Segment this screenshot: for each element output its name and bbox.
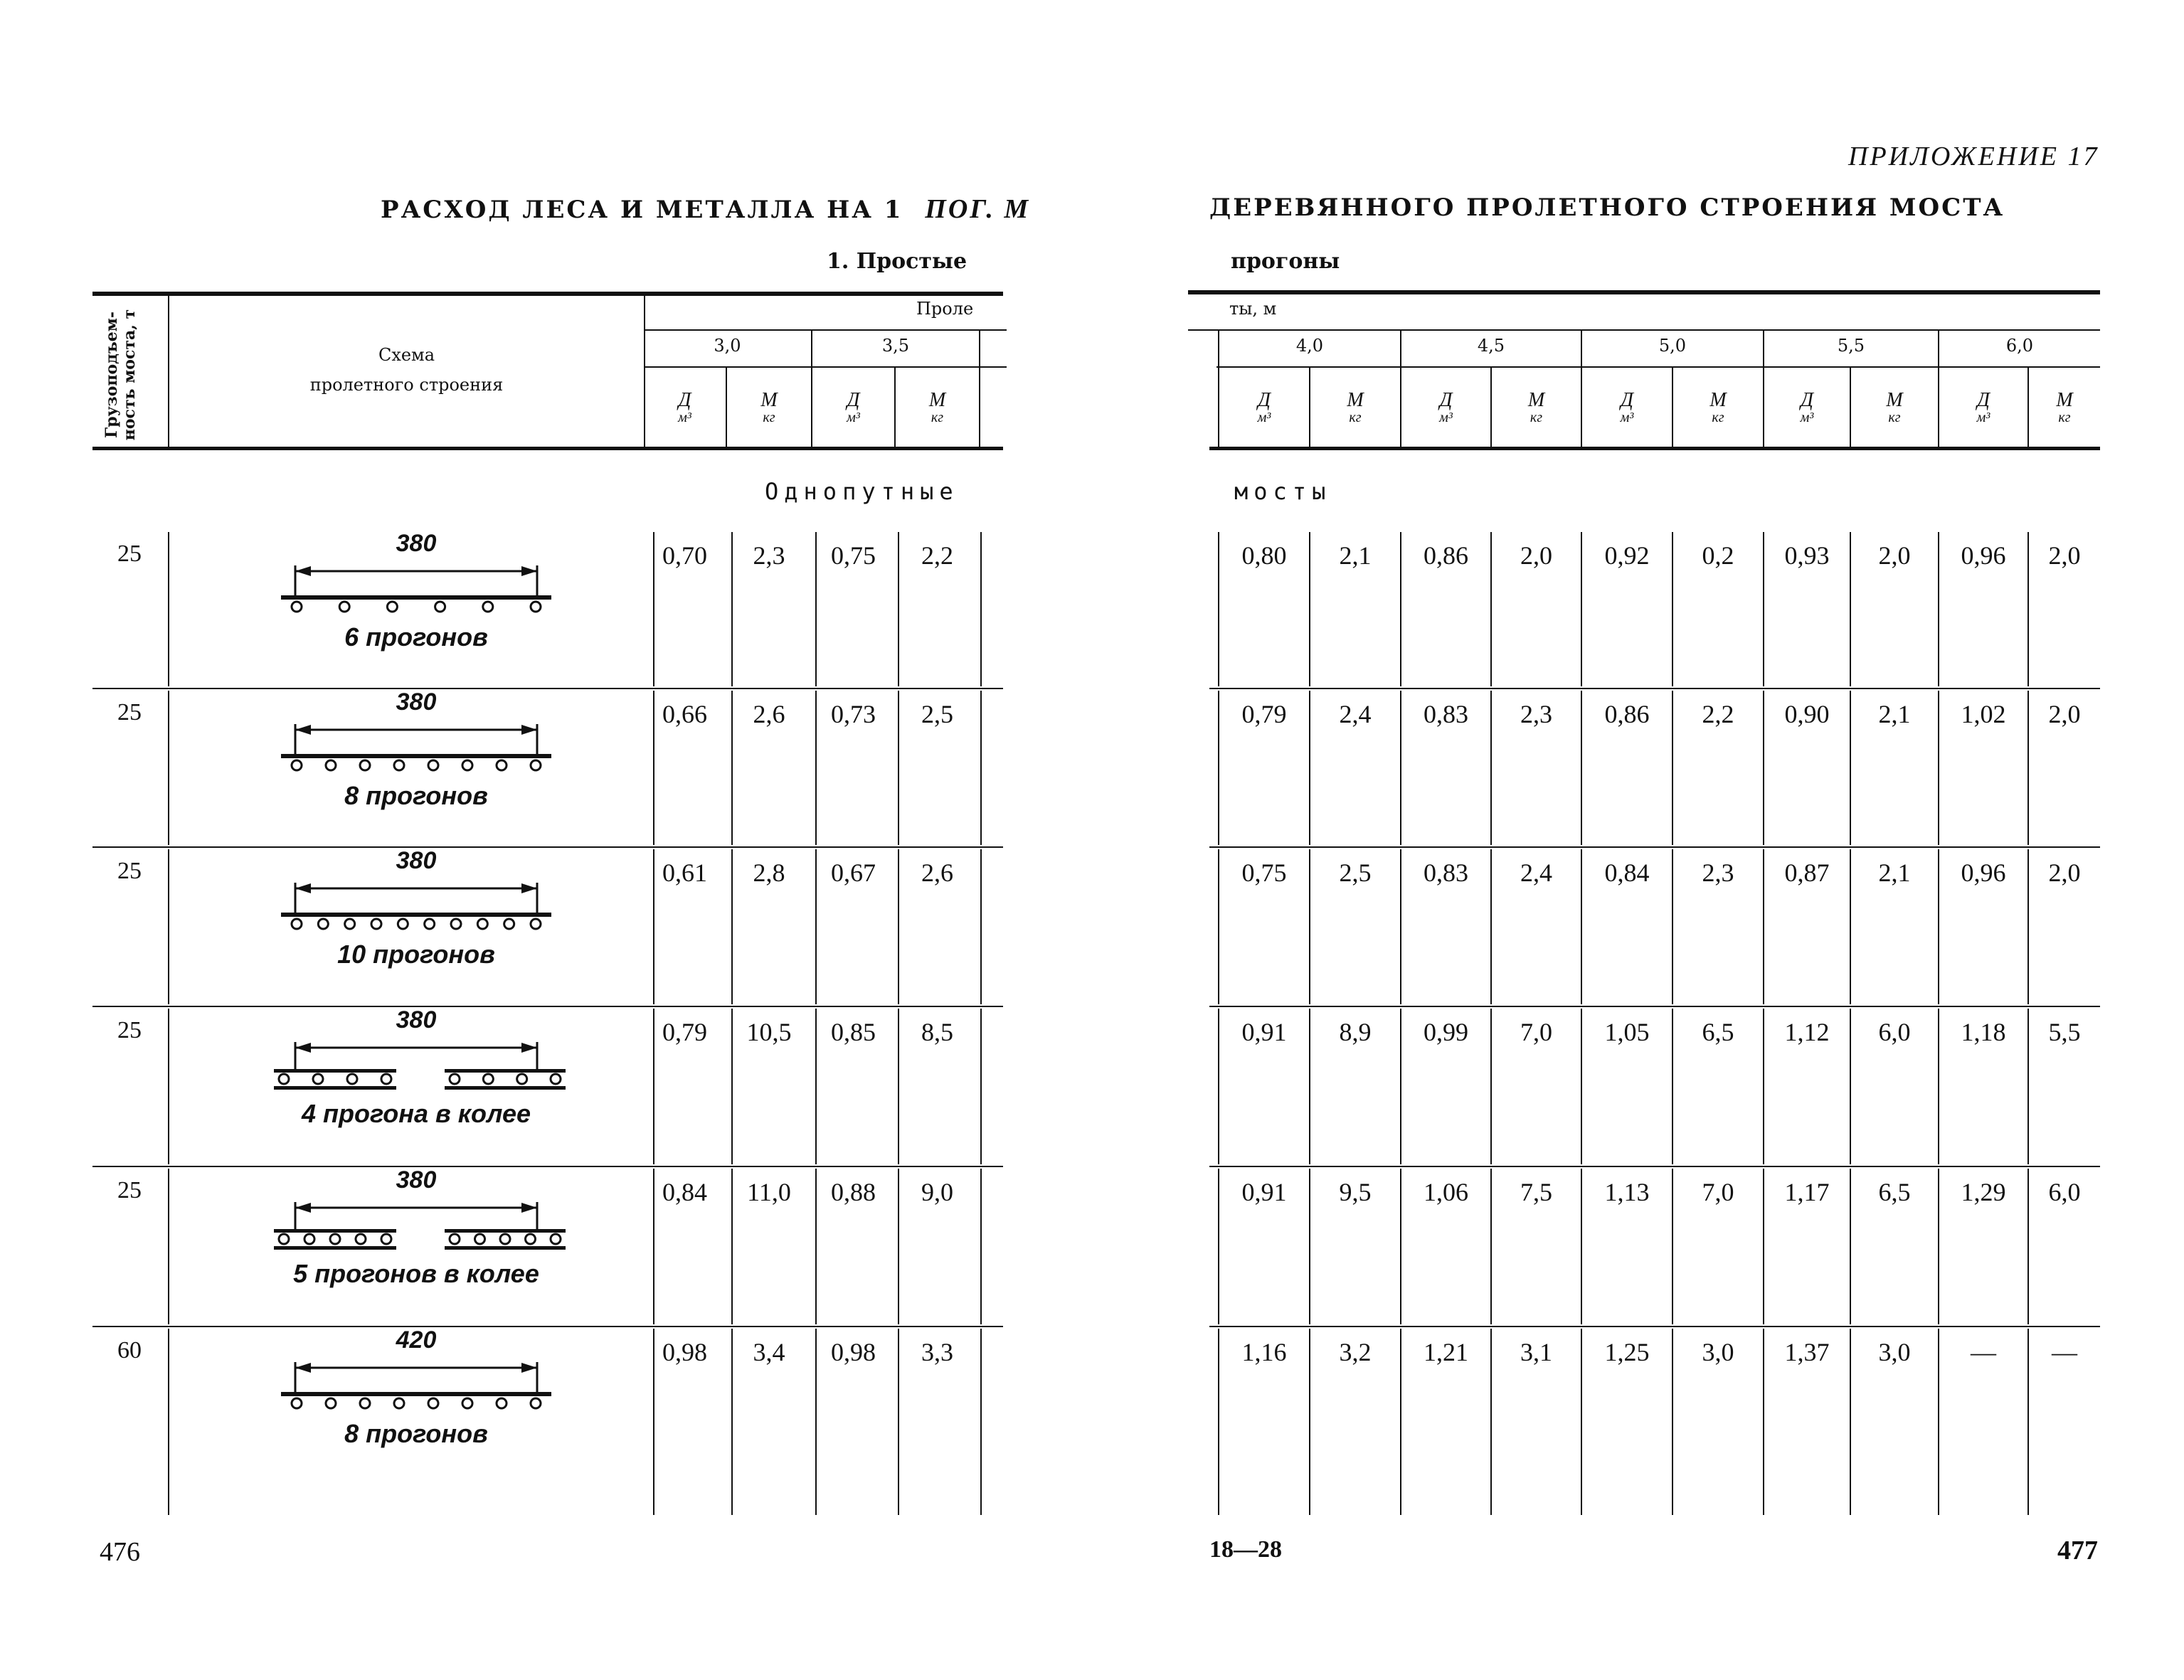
table-cell: 1,16: [1241, 1338, 1287, 1366]
unit-m-7: М кг: [2056, 389, 2073, 426]
table-cell: 0,88: [831, 1178, 876, 1206]
arrow-left: [295, 883, 311, 893]
table-cell: 2,6: [753, 700, 785, 728]
scheme-caption: 4 прогона в колее: [301, 1099, 531, 1128]
unit-m-4: М кг: [1527, 389, 1545, 426]
stringer-icon: [347, 1074, 357, 1084]
page-number-right: 477: [2057, 1536, 2098, 1565]
table-cell: 1,02: [1961, 700, 2006, 728]
grid-vline: [980, 1329, 982, 1515]
table-cell: —: [2052, 1338, 2077, 1366]
rail-beam-bottom: [274, 1086, 396, 1090]
arrow-right: [521, 566, 537, 576]
stringer-icon: [394, 1398, 404, 1408]
unit-d-6: Д м³: [1800, 389, 1814, 426]
table-cell: 0,98: [662, 1338, 707, 1366]
stringer-icon: [428, 760, 438, 770]
scheme-drawing: [231, 847, 601, 940]
table-cell: 0,92: [1604, 541, 1650, 570]
scheme-span-label: 380: [396, 847, 437, 874]
col-scheme-line1: Схема: [378, 345, 435, 365]
table-cell: 0,84: [662, 1178, 707, 1206]
header-top-rule-right: [1188, 290, 2100, 294]
table-cell: 3,4: [753, 1338, 785, 1366]
table-cell: 1,06: [1424, 1178, 1468, 1206]
table-cell: 2,3: [753, 541, 785, 570]
stringer-icon: [326, 1398, 336, 1408]
stringer-icon: [462, 760, 472, 770]
stringer-icon: [360, 760, 370, 770]
stringer-icon: [483, 1074, 493, 1084]
table-cell: 0,61: [662, 858, 707, 887]
stringer-icon: [435, 602, 445, 612]
table-cell: —: [1971, 1338, 1996, 1366]
arrow-right: [521, 883, 537, 893]
deck-beam: [281, 913, 551, 917]
table-cell: 0,86: [1604, 700, 1650, 728]
arrow-left: [295, 1203, 311, 1213]
table-cell: 10,5: [746, 1018, 792, 1046]
table-cell: 8,5: [921, 1018, 953, 1046]
stringer-icon: [371, 919, 381, 929]
stringer-icon: [330, 1234, 340, 1244]
row-divider-right: [1209, 1006, 2100, 1007]
stringer-icon: [531, 760, 541, 770]
table-cell: 2,1: [1339, 541, 1372, 570]
table-cell: 0,67: [831, 858, 876, 887]
arrow-right: [521, 1043, 537, 1053]
arrow-right: [521, 725, 537, 735]
row-load: 25: [117, 1017, 142, 1043]
row-load: 25: [117, 699, 142, 725]
table-cell: 7,0: [1520, 1018, 1552, 1046]
scheme-span-label: 380: [396, 530, 437, 557]
header-sub-rule-left: [644, 366, 1007, 368]
scheme-drawing: [231, 689, 601, 781]
grid-vline: [168, 1169, 169, 1324]
header-span-rule-right: [1188, 329, 2100, 331]
table-cell: 1,37: [1784, 1338, 1830, 1366]
grid-vline: [168, 691, 169, 845]
grid-vline: [980, 691, 982, 845]
grid-vline: [168, 849, 169, 1004]
stringer-icon: [313, 1074, 323, 1084]
table-cell: 0,75: [831, 541, 876, 570]
rail-beam-bottom: [445, 1086, 566, 1090]
table-cell: 1,12: [1784, 1018, 1830, 1046]
table-cell: 9,5: [1339, 1178, 1372, 1206]
table-cell: 6,5: [1702, 1018, 1734, 1046]
span-4.5: 4,5: [1477, 336, 1505, 356]
table-cell: 0,98: [831, 1338, 876, 1366]
page-number-left: 476: [100, 1537, 140, 1567]
title-left: [381, 193, 1030, 225]
stringer-icon: [531, 1398, 541, 1408]
stringer-icon: [292, 919, 302, 929]
stringer-icon: [292, 760, 302, 770]
section-label-right: мосты: [1234, 478, 1332, 505]
title-left-unit: ПОГ. М: [925, 194, 1031, 224]
table-cell: 0,79: [662, 1018, 707, 1046]
grid-vline: [980, 1169, 982, 1324]
stringer-icon: [531, 919, 541, 929]
table-cell: 1,21: [1424, 1338, 1468, 1366]
table-cell: 3,0: [1878, 1338, 1911, 1366]
row-divider-right: [1209, 1326, 2100, 1327]
scheme-drawing: [231, 1327, 601, 1419]
span-header-right-text: ты, м: [1229, 299, 1277, 319]
stringer-icon: [381, 1234, 391, 1244]
stringer-icon: [450, 1074, 460, 1084]
row-scheme: [231, 689, 601, 831]
unit-d-3: Д м³: [1257, 389, 1271, 426]
section-label-left: Однопутные: [765, 478, 959, 505]
table-cell: 2,6: [921, 858, 953, 887]
unit-m-6: М кг: [1886, 389, 1903, 426]
stringer-icon: [531, 602, 541, 612]
table-cell: 2,3: [1520, 700, 1552, 728]
grid-vline: [168, 1009, 169, 1164]
table-cell: 1,13: [1604, 1178, 1650, 1206]
stringer-icon: [339, 602, 349, 612]
stringer-icon: [477, 919, 487, 929]
table-cell: 2,4: [1339, 700, 1372, 728]
table-cell: 0,83: [1424, 700, 1468, 728]
table-cell: 0,84: [1604, 858, 1650, 887]
table-cell: 0,86: [1424, 541, 1468, 570]
arrow-left: [295, 1043, 311, 1053]
scheme-caption: 10 прогонов: [337, 940, 495, 969]
header-vline-edge-left: [979, 331, 980, 447]
rail-beam-top: [445, 1069, 566, 1073]
row-load: 60: [117, 1337, 142, 1363]
table-cell: 2,3: [1702, 858, 1734, 887]
title-left-text: РАСХОД ЛЕСА И МЕТАЛЛА НА 1: [381, 196, 903, 224]
stringer-icon: [318, 919, 328, 929]
table-cell: 1,29: [1961, 1178, 2006, 1206]
row-scheme: [231, 847, 601, 989]
scheme-caption: 8 прогонов: [344, 781, 488, 810]
row-load: 25: [117, 541, 142, 567]
grid-vline: [168, 532, 169, 686]
subtitle-right: прогоны: [1231, 249, 1340, 274]
table-cell: 2,0: [1520, 541, 1552, 570]
table-cell: 2,0: [2048, 541, 2081, 570]
table-cell: 0,91: [1241, 1018, 1287, 1046]
stringer-icon: [356, 1234, 366, 1244]
span-header-left: Проле: [916, 299, 974, 319]
grid-vline: [980, 849, 982, 1004]
rail-beam-top: [445, 1229, 566, 1233]
table-cell: 7,5: [1520, 1178, 1552, 1206]
table-cell: 0,91: [1241, 1178, 1287, 1206]
stringer-icon: [428, 1398, 438, 1408]
scheme-span-label: 380: [396, 1166, 437, 1193]
table-cell: 0,96: [1961, 858, 2006, 887]
stringer-icon: [526, 1234, 536, 1244]
arrow-left: [295, 725, 311, 735]
row-load: 25: [117, 858, 142, 884]
rail-beam-bottom: [274, 1246, 396, 1250]
table-cell: 2,0: [1878, 541, 1911, 570]
stringer-icon: [394, 760, 404, 770]
table-cell: 0,90: [1784, 700, 1830, 728]
unit-d-4: Д м³: [1439, 389, 1453, 426]
deck-beam: [281, 595, 551, 600]
scheme-span-label: 420: [396, 1327, 437, 1354]
table-cell: 11,0: [747, 1178, 791, 1206]
table-cell: 9,0: [921, 1178, 953, 1206]
table-cell: 0,96: [1961, 541, 2006, 570]
signature-mark: 18—28: [1209, 1536, 1282, 1563]
table-cell: 6,0: [1878, 1018, 1911, 1046]
row-scheme: [231, 1006, 601, 1149]
subtitle-left: 1. Простые: [827, 249, 968, 274]
header-bottom-rule-right: [1209, 447, 2100, 450]
scheme-drawing: [231, 1166, 601, 1259]
stringer-icon: [497, 760, 507, 770]
stringer-icon: [451, 919, 461, 929]
col-scheme-header: [169, 345, 644, 395]
table-cell: 0,2: [1702, 541, 1734, 570]
span-5.0: 5,0: [1658, 336, 1687, 356]
header-sub-rule-right: [1216, 366, 2100, 368]
header-span-rule-left: [644, 329, 1007, 331]
unit-m-2: М кг: [928, 389, 946, 426]
table-cell: 1,05: [1604, 1018, 1650, 1046]
table-cell: 0,80: [1241, 541, 1287, 570]
table-cell: 0,75: [1241, 858, 1287, 887]
unit-d-2: Д м³: [847, 389, 860, 426]
stringer-icon: [387, 602, 397, 612]
stringer-icon: [292, 1398, 302, 1408]
table-cell: 5,5: [2048, 1018, 2081, 1046]
stringer-icon: [279, 1234, 289, 1244]
grid-vline: [168, 1329, 169, 1515]
table-cell: 1,25: [1604, 1338, 1650, 1366]
stringer-icon: [497, 1398, 507, 1408]
table-cell: 2,8: [753, 858, 785, 887]
table-cell: 3,3: [921, 1338, 953, 1366]
table-cell: 0,93: [1784, 541, 1830, 570]
unit-d-7: Д м³: [1976, 389, 1990, 426]
stringer-icon: [504, 919, 514, 929]
span-6.0: 6,0: [2005, 336, 2034, 356]
stringer-icon: [483, 602, 493, 612]
table-cell: 0,73: [831, 700, 876, 728]
scheme-drawing: [231, 1006, 601, 1099]
col-scheme-line2: пролетного строения: [309, 375, 504, 395]
table-cell: 0,79: [1241, 700, 1287, 728]
unit-d-1: Д м³: [678, 389, 691, 426]
deck-beam: [281, 754, 551, 758]
scheme-caption: 8 прогонов: [344, 1419, 488, 1448]
row-divider-right: [1209, 846, 2100, 848]
table-cell: 3,2: [1339, 1338, 1372, 1366]
stringer-icon: [279, 1074, 289, 1084]
table-cell: 1,18: [1961, 1018, 2006, 1046]
table-cell: 2,1: [1878, 858, 1911, 887]
scheme-caption: 6 прогонов: [344, 622, 488, 652]
scheme-caption: 5 прогонов в колее: [293, 1259, 539, 1288]
stringer-icon: [304, 1234, 314, 1244]
rail-beam-top: [274, 1069, 396, 1073]
stringer-icon: [517, 1074, 527, 1084]
scheme-span-label: 380: [396, 689, 437, 716]
row-load: 25: [117, 1177, 142, 1203]
unit-d-5: Д м³: [1620, 389, 1634, 426]
stringer-icon: [292, 602, 302, 612]
title-right: ДЕРЕВЯННОГО ПРОЛЕТНОГО СТРОЕНИЯ МОСТА: [1209, 193, 2005, 222]
row-divider-right: [1209, 688, 2100, 689]
table-cell: 0,83: [1424, 858, 1468, 887]
table-cell: 6,5: [1878, 1178, 1911, 1206]
stringer-icon: [425, 919, 435, 929]
span-3.0: 3,0: [714, 336, 741, 356]
arrow-right: [521, 1363, 537, 1373]
table-cell: 2,1: [1878, 700, 1911, 728]
table-cell: 8,9: [1339, 1018, 1372, 1046]
stringer-icon: [398, 919, 408, 929]
row-scheme: [231, 1166, 601, 1309]
stringer-icon: [475, 1234, 485, 1244]
table-cell: 3,1: [1520, 1338, 1552, 1366]
table-cell: 1,17: [1784, 1178, 1830, 1206]
rail-beam-top: [274, 1229, 396, 1233]
row-scheme: [231, 1327, 601, 1469]
stringer-icon: [462, 1398, 472, 1408]
table-cell: 2,0: [2048, 700, 2081, 728]
table-cell: 0,66: [662, 700, 707, 728]
table-cell: 0,99: [1424, 1018, 1468, 1046]
stringer-icon: [345, 919, 355, 929]
table-cell: 7,0: [1702, 1178, 1734, 1206]
stringer-icon: [500, 1234, 510, 1244]
arrow-right: [521, 1203, 537, 1213]
stringer-icon: [381, 1074, 391, 1084]
arrow-left: [295, 566, 311, 576]
row-divider-right: [1209, 1166, 2100, 1167]
grid-vline: [980, 532, 982, 686]
table-cell: 2,4: [1520, 858, 1552, 887]
header-bottom-rule-left: [92, 447, 1003, 450]
stringer-icon: [360, 1398, 370, 1408]
table-cell: 2,2: [1702, 700, 1734, 728]
table-cell: 6,0: [2048, 1178, 2081, 1206]
table-cell: 0,87: [1784, 858, 1830, 887]
table-cell: 0,70: [662, 541, 707, 570]
arrow-left: [295, 1363, 311, 1373]
span-4.0: 4,0: [1295, 336, 1324, 356]
table-cell: 0,85: [831, 1018, 876, 1046]
table-cell: 2,0: [2048, 858, 2081, 887]
unit-m-5: М кг: [1709, 389, 1727, 426]
stringer-icon: [326, 760, 336, 770]
table-cell: 2,2: [921, 541, 953, 570]
stringer-icon: [551, 1234, 561, 1244]
rail-beam-bottom: [445, 1246, 566, 1250]
header-top-rule-left: [92, 292, 1003, 296]
deck-beam: [281, 1392, 551, 1396]
grid-vline: [980, 1009, 982, 1164]
stringer-icon: [450, 1234, 460, 1244]
stringer-icon: [551, 1074, 561, 1084]
span-3.5: 3,5: [881, 336, 910, 356]
table-cell: 3,0: [1702, 1338, 1734, 1366]
row-scheme: [231, 530, 601, 672]
span-header-right: [1229, 299, 1276, 319]
unit-m-3: М кг: [1347, 389, 1364, 426]
span-5.5: 5,5: [1837, 336, 1865, 356]
appendix-label: ПРИЛОЖЕНИЕ 17: [1848, 142, 2099, 171]
scheme-span-label: 380: [396, 1006, 437, 1033]
table-cell: 2,5: [1339, 858, 1372, 887]
unit-m-1: М кг: [760, 389, 778, 426]
scheme-drawing: [231, 530, 601, 622]
table-cell: 2,5: [921, 700, 953, 728]
